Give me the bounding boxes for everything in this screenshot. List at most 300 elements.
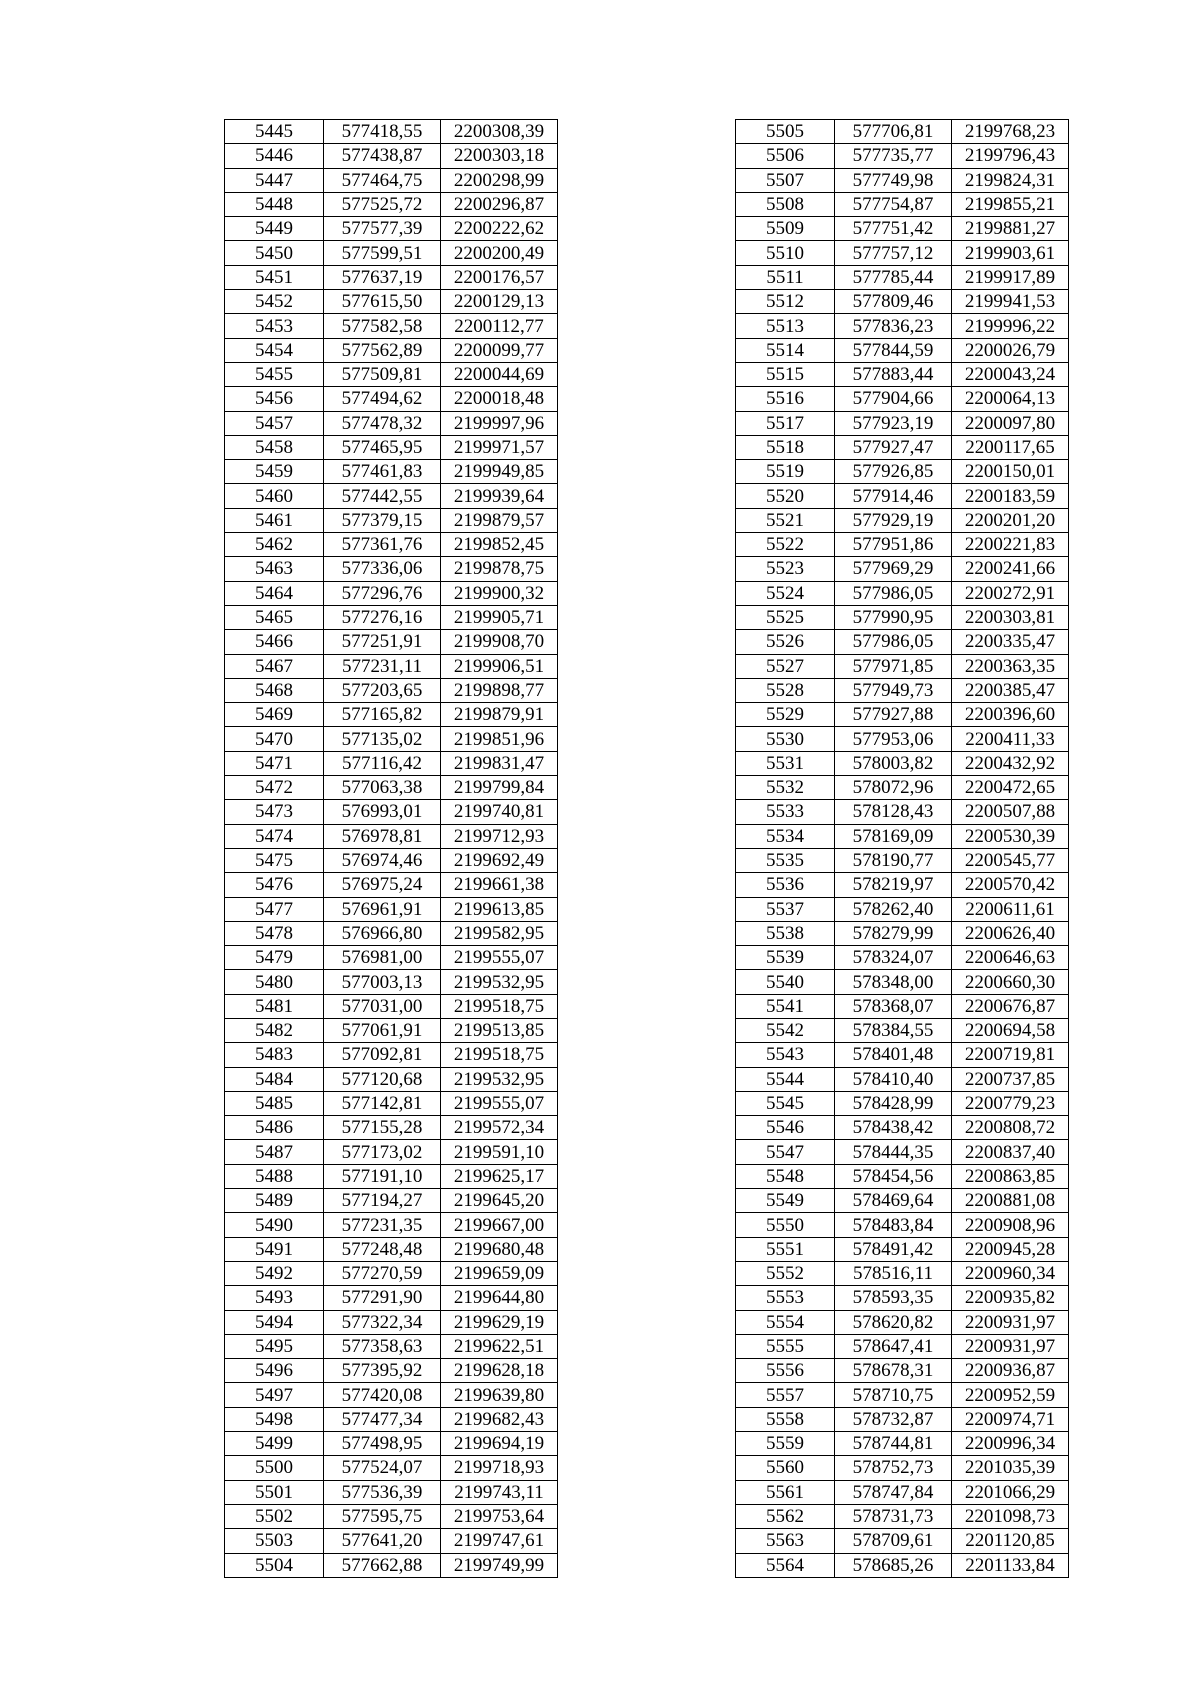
table-row — [736, 1140, 1069, 1164]
x-coordinate-cell: 577420,08 — [324, 1383, 441, 1407]
table-row — [736, 533, 1069, 557]
table-row — [225, 654, 558, 678]
point-number-cell: 5518 — [736, 435, 835, 459]
table-row — [225, 1456, 558, 1480]
x-coordinate-cell: 576961,91 — [324, 897, 441, 921]
point-number-cell: 5458 — [225, 435, 324, 459]
x-coordinate-cell: 577524,07 — [324, 1456, 441, 1480]
table-row — [736, 946, 1069, 970]
point-number-cell: 5499 — [225, 1432, 324, 1456]
point-number-cell: 5515 — [736, 362, 835, 386]
point-number-cell: 5563 — [736, 1529, 835, 1553]
table-row — [225, 460, 558, 484]
point-number-cell: 5475 — [225, 848, 324, 872]
table-row — [225, 290, 558, 314]
x-coordinate-cell: 578384,55 — [835, 1018, 952, 1042]
y-coordinate-cell: 2199591,10 — [441, 1140, 558, 1164]
y-coordinate-cell: 2199855,21 — [952, 192, 1069, 216]
x-coordinate-cell: 577203,65 — [324, 678, 441, 702]
x-coordinate-cell: 578747,84 — [835, 1480, 952, 1504]
x-coordinate-cell: 577296,76 — [324, 581, 441, 605]
table-row — [225, 533, 558, 557]
table-row — [736, 800, 1069, 824]
x-coordinate-cell: 577809,46 — [835, 290, 952, 314]
x-coordinate-cell: 578454,56 — [835, 1164, 952, 1188]
y-coordinate-cell: 2200881,08 — [952, 1189, 1069, 1213]
x-coordinate-cell: 577142,81 — [324, 1091, 441, 1115]
table-row — [225, 1432, 558, 1456]
y-coordinate-cell: 2199878,75 — [441, 557, 558, 581]
point-number-cell: 5474 — [225, 824, 324, 848]
table-row — [225, 605, 558, 629]
y-coordinate-cell: 2201035,39 — [952, 1456, 1069, 1480]
x-coordinate-cell: 577949,73 — [835, 678, 952, 702]
y-coordinate-cell: 2199831,47 — [441, 751, 558, 775]
point-number-cell: 5495 — [225, 1334, 324, 1358]
table-row — [225, 678, 558, 702]
y-coordinate-cell: 2199996,22 — [952, 314, 1069, 338]
table-row — [225, 1091, 558, 1115]
x-coordinate-cell: 577749,98 — [835, 168, 952, 192]
point-number-cell: 5519 — [736, 460, 835, 484]
table-row — [225, 314, 558, 338]
x-coordinate-cell: 578444,35 — [835, 1140, 952, 1164]
y-coordinate-cell: 2199753,64 — [441, 1504, 558, 1528]
point-number-cell: 5486 — [225, 1116, 324, 1140]
table-row — [736, 217, 1069, 241]
table-row — [225, 411, 558, 435]
y-coordinate-cell: 2200719,81 — [952, 1043, 1069, 1067]
point-number-cell: 5498 — [225, 1407, 324, 1431]
x-coordinate-cell: 578410,40 — [835, 1067, 952, 1091]
y-coordinate-cell: 2200694,58 — [952, 1018, 1069, 1042]
y-coordinate-cell: 2200112,77 — [441, 314, 558, 338]
point-number-cell: 5460 — [225, 484, 324, 508]
y-coordinate-cell: 2200808,72 — [952, 1116, 1069, 1140]
x-coordinate-cell: 578620,82 — [835, 1310, 952, 1334]
y-coordinate-cell: 2200385,47 — [952, 678, 1069, 702]
table-row — [225, 848, 558, 872]
x-coordinate-cell: 577498,95 — [324, 1432, 441, 1456]
table-row — [736, 508, 1069, 532]
point-number-cell: 5477 — [225, 897, 324, 921]
x-coordinate-cell: 577270,59 — [324, 1261, 441, 1285]
y-coordinate-cell: 2200396,60 — [952, 703, 1069, 727]
table-row — [225, 630, 558, 654]
table-row — [225, 1043, 558, 1067]
table-row — [736, 460, 1069, 484]
table-row — [225, 484, 558, 508]
y-coordinate-cell: 2200026,79 — [952, 338, 1069, 362]
point-number-cell: 5552 — [736, 1261, 835, 1285]
y-coordinate-cell: 2199667,00 — [441, 1213, 558, 1237]
point-number-cell: 5464 — [225, 581, 324, 605]
y-coordinate-cell: 2200411,33 — [952, 727, 1069, 751]
x-coordinate-cell: 577754,87 — [835, 192, 952, 216]
x-coordinate-cell: 576975,24 — [324, 873, 441, 897]
table-row — [225, 508, 558, 532]
y-coordinate-cell: 2199518,75 — [441, 994, 558, 1018]
point-number-cell: 5564 — [736, 1553, 835, 1577]
x-coordinate-cell: 578710,75 — [835, 1383, 952, 1407]
point-number-cell: 5529 — [736, 703, 835, 727]
point-number-cell: 5533 — [736, 800, 835, 824]
table-row — [736, 314, 1069, 338]
y-coordinate-cell: 2200200,49 — [441, 241, 558, 265]
table-row — [736, 1116, 1069, 1140]
y-coordinate-cell: 2200472,65 — [952, 776, 1069, 800]
point-number-cell: 5449 — [225, 217, 324, 241]
point-number-cell: 5528 — [736, 678, 835, 702]
x-coordinate-cell: 577536,39 — [324, 1480, 441, 1504]
point-number-cell: 5543 — [736, 1043, 835, 1067]
y-coordinate-cell: 2200570,42 — [952, 873, 1069, 897]
point-number-cell: 5525 — [736, 605, 835, 629]
x-coordinate-cell: 578279,99 — [835, 921, 952, 945]
y-coordinate-cell: 2200303,81 — [952, 605, 1069, 629]
x-coordinate-cell: 577194,27 — [324, 1189, 441, 1213]
table-row — [736, 1018, 1069, 1042]
y-coordinate-cell: 2199949,85 — [441, 460, 558, 484]
table-row — [736, 1456, 1069, 1480]
x-coordinate-cell: 577477,34 — [324, 1407, 441, 1431]
table-row — [736, 581, 1069, 605]
y-coordinate-cell: 2200241,66 — [952, 557, 1069, 581]
point-number-cell: 5560 — [736, 1456, 835, 1480]
point-number-cell: 5531 — [736, 751, 835, 775]
x-coordinate-cell: 577599,51 — [324, 241, 441, 265]
point-number-cell: 5537 — [736, 897, 835, 921]
point-number-cell: 5484 — [225, 1067, 324, 1091]
x-coordinate-cell: 578469,64 — [835, 1189, 952, 1213]
point-number-cell: 5511 — [736, 265, 835, 289]
x-coordinate-cell: 577582,58 — [324, 314, 441, 338]
y-coordinate-cell: 2200183,59 — [952, 484, 1069, 508]
x-coordinate-cell: 578685,26 — [835, 1553, 952, 1577]
x-coordinate-cell: 577923,19 — [835, 411, 952, 435]
y-coordinate-cell: 2199852,45 — [441, 533, 558, 557]
x-coordinate-cell: 578368,07 — [835, 994, 952, 1018]
y-coordinate-cell: 2200272,91 — [952, 581, 1069, 605]
point-number-cell: 5491 — [225, 1237, 324, 1261]
table-row — [736, 1480, 1069, 1504]
x-coordinate-cell: 577465,95 — [324, 435, 441, 459]
x-coordinate-cell: 578169,09 — [835, 824, 952, 848]
table-row — [225, 946, 558, 970]
y-coordinate-cell: 2200611,61 — [952, 897, 1069, 921]
x-coordinate-cell: 576978,81 — [324, 824, 441, 848]
x-coordinate-cell: 577173,02 — [324, 1140, 441, 1164]
y-coordinate-cell: 2199712,93 — [441, 824, 558, 848]
y-coordinate-cell: 2200996,34 — [952, 1432, 1069, 1456]
table-row — [736, 338, 1069, 362]
point-number-cell: 5453 — [225, 314, 324, 338]
y-coordinate-cell: 2200837,40 — [952, 1140, 1069, 1164]
y-coordinate-cell: 2199824,31 — [952, 168, 1069, 192]
point-number-cell: 5461 — [225, 508, 324, 532]
point-number-cell: 5457 — [225, 411, 324, 435]
table-row — [225, 751, 558, 775]
x-coordinate-cell: 577637,19 — [324, 265, 441, 289]
x-coordinate-cell: 577061,91 — [324, 1018, 441, 1042]
coordinates-table-left — [224, 119, 558, 1578]
x-coordinate-cell: 577322,34 — [324, 1310, 441, 1334]
point-number-cell: 5551 — [736, 1237, 835, 1261]
y-coordinate-cell: 2199799,84 — [441, 776, 558, 800]
x-coordinate-cell: 577735,77 — [835, 144, 952, 168]
x-coordinate-cell: 577231,35 — [324, 1213, 441, 1237]
y-coordinate-cell: 2200908,96 — [952, 1213, 1069, 1237]
table-row — [736, 1091, 1069, 1115]
x-coordinate-cell: 577595,75 — [324, 1504, 441, 1528]
point-number-cell: 5540 — [736, 970, 835, 994]
x-coordinate-cell: 576974,46 — [324, 848, 441, 872]
table-row — [736, 1553, 1069, 1577]
y-coordinate-cell: 2199906,51 — [441, 654, 558, 678]
point-number-cell: 5479 — [225, 946, 324, 970]
point-number-cell: 5501 — [225, 1480, 324, 1504]
table-row — [225, 338, 558, 362]
table-row — [736, 1504, 1069, 1528]
table-row — [736, 120, 1069, 144]
point-number-cell: 5448 — [225, 192, 324, 216]
table-row — [225, 1164, 558, 1188]
table-row — [736, 630, 1069, 654]
point-number-cell: 5467 — [225, 654, 324, 678]
y-coordinate-cell: 2199555,07 — [441, 946, 558, 970]
x-coordinate-cell: 577494,62 — [324, 387, 441, 411]
table-row — [225, 897, 558, 921]
table-row — [736, 435, 1069, 459]
y-coordinate-cell: 2200363,35 — [952, 654, 1069, 678]
y-coordinate-cell: 2199747,61 — [441, 1529, 558, 1553]
table-row — [225, 1189, 558, 1213]
y-coordinate-cell: 2199659,09 — [441, 1261, 558, 1285]
x-coordinate-cell: 577191,10 — [324, 1164, 441, 1188]
x-coordinate-cell: 577291,90 — [324, 1286, 441, 1310]
point-number-cell: 5469 — [225, 703, 324, 727]
y-coordinate-cell: 2199513,85 — [441, 1018, 558, 1042]
table-row — [736, 897, 1069, 921]
point-number-cell: 5503 — [225, 1529, 324, 1553]
y-coordinate-cell: 2199917,89 — [952, 265, 1069, 289]
table-row — [736, 192, 1069, 216]
table-row — [736, 1383, 1069, 1407]
x-coordinate-cell: 577562,89 — [324, 338, 441, 362]
x-coordinate-cell: 577248,48 — [324, 1237, 441, 1261]
point-number-cell: 5527 — [736, 654, 835, 678]
point-number-cell: 5487 — [225, 1140, 324, 1164]
x-coordinate-cell: 577120,68 — [324, 1067, 441, 1091]
x-coordinate-cell: 577914,46 — [835, 484, 952, 508]
y-coordinate-cell: 2199939,64 — [441, 484, 558, 508]
y-coordinate-cell: 2199532,95 — [441, 1067, 558, 1091]
point-number-cell: 5539 — [736, 946, 835, 970]
point-number-cell: 5466 — [225, 630, 324, 654]
x-coordinate-cell: 577662,88 — [324, 1553, 441, 1577]
x-coordinate-cell: 577836,23 — [835, 314, 952, 338]
point-number-cell: 5509 — [736, 217, 835, 241]
y-coordinate-cell: 2199851,96 — [441, 727, 558, 751]
y-coordinate-cell: 2199749,99 — [441, 1553, 558, 1577]
x-coordinate-cell: 577478,32 — [324, 411, 441, 435]
y-coordinate-cell: 2200117,65 — [952, 435, 1069, 459]
point-number-cell: 5500 — [225, 1456, 324, 1480]
table-row — [225, 970, 558, 994]
table-row — [225, 873, 558, 897]
point-number-cell: 5470 — [225, 727, 324, 751]
point-number-cell: 5494 — [225, 1310, 324, 1334]
x-coordinate-cell: 577165,82 — [324, 703, 441, 727]
y-coordinate-cell: 2199628,18 — [441, 1359, 558, 1383]
y-coordinate-cell: 2199743,11 — [441, 1480, 558, 1504]
x-coordinate-cell: 577706,81 — [835, 120, 952, 144]
table-row — [225, 120, 558, 144]
table-row — [225, 1286, 558, 1310]
point-number-cell: 5454 — [225, 338, 324, 362]
y-coordinate-cell: 2199881,27 — [952, 217, 1069, 241]
y-coordinate-cell: 2200064,13 — [952, 387, 1069, 411]
point-number-cell: 5468 — [225, 678, 324, 702]
y-coordinate-cell: 2200960,34 — [952, 1261, 1069, 1285]
y-coordinate-cell: 2199680,48 — [441, 1237, 558, 1261]
table-row — [225, 265, 558, 289]
x-coordinate-cell: 577883,44 — [835, 362, 952, 386]
table-row — [225, 1310, 558, 1334]
x-coordinate-cell: 578593,35 — [835, 1286, 952, 1310]
x-coordinate-cell: 578003,82 — [835, 751, 952, 775]
x-coordinate-cell: 577438,87 — [324, 144, 441, 168]
table-row — [736, 776, 1069, 800]
point-number-cell: 5465 — [225, 605, 324, 629]
x-coordinate-cell: 576981,00 — [324, 946, 441, 970]
y-coordinate-cell: 2199997,96 — [441, 411, 558, 435]
table-row — [736, 1164, 1069, 1188]
x-coordinate-cell: 578072,96 — [835, 776, 952, 800]
y-coordinate-cell: 2201098,73 — [952, 1504, 1069, 1528]
table-row — [736, 605, 1069, 629]
table-row — [225, 581, 558, 605]
table-row — [736, 1213, 1069, 1237]
point-number-cell: 5480 — [225, 970, 324, 994]
table-row — [736, 654, 1069, 678]
table-row — [736, 873, 1069, 897]
table-row — [225, 1504, 558, 1528]
table-row — [225, 1334, 558, 1358]
y-coordinate-cell: 2200296,87 — [441, 192, 558, 216]
y-coordinate-cell: 2200779,23 — [952, 1091, 1069, 1115]
point-number-cell: 5497 — [225, 1383, 324, 1407]
table-row — [225, 192, 558, 216]
x-coordinate-cell: 577509,81 — [324, 362, 441, 386]
table-row — [225, 1067, 558, 1091]
table-row — [736, 557, 1069, 581]
x-coordinate-cell: 577251,91 — [324, 630, 441, 654]
x-coordinate-cell: 578516,11 — [835, 1261, 952, 1285]
point-number-cell: 5510 — [736, 241, 835, 265]
x-coordinate-cell: 577986,05 — [835, 581, 952, 605]
point-number-cell: 5553 — [736, 1286, 835, 1310]
table-row — [225, 703, 558, 727]
point-number-cell: 5512 — [736, 290, 835, 314]
y-coordinate-cell: 2199622,51 — [441, 1334, 558, 1358]
y-coordinate-cell: 2200335,47 — [952, 630, 1069, 654]
x-coordinate-cell: 577971,85 — [835, 654, 952, 678]
point-number-cell: 5550 — [736, 1213, 835, 1237]
x-coordinate-cell: 577461,83 — [324, 460, 441, 484]
table-row — [225, 727, 558, 751]
point-number-cell: 5445 — [225, 120, 324, 144]
point-number-cell: 5493 — [225, 1286, 324, 1310]
x-coordinate-cell: 578678,31 — [835, 1359, 952, 1383]
table-row — [225, 435, 558, 459]
y-coordinate-cell: 2199532,95 — [441, 970, 558, 994]
point-number-cell: 5535 — [736, 848, 835, 872]
x-coordinate-cell: 577641,20 — [324, 1529, 441, 1553]
point-number-cell: 5505 — [736, 120, 835, 144]
x-coordinate-cell: 578647,41 — [835, 1334, 952, 1358]
table-row — [736, 1334, 1069, 1358]
point-number-cell: 5476 — [225, 873, 324, 897]
point-number-cell: 5483 — [225, 1043, 324, 1067]
y-coordinate-cell: 2199694,19 — [441, 1432, 558, 1456]
y-coordinate-cell: 2200097,80 — [952, 411, 1069, 435]
table-row — [225, 1383, 558, 1407]
x-coordinate-cell: 578744,81 — [835, 1432, 952, 1456]
point-number-cell: 5524 — [736, 581, 835, 605]
point-number-cell: 5555 — [736, 1334, 835, 1358]
x-coordinate-cell: 577379,15 — [324, 508, 441, 532]
x-coordinate-cell: 577116,42 — [324, 751, 441, 775]
table-row — [736, 824, 1069, 848]
y-coordinate-cell: 2199768,23 — [952, 120, 1069, 144]
point-number-cell: 5549 — [736, 1189, 835, 1213]
table-row — [736, 1432, 1069, 1456]
y-coordinate-cell: 2199639,80 — [441, 1383, 558, 1407]
table-row — [225, 921, 558, 945]
x-coordinate-cell: 577904,66 — [835, 387, 952, 411]
y-coordinate-cell: 2200626,40 — [952, 921, 1069, 945]
y-coordinate-cell: 2199879,57 — [441, 508, 558, 532]
y-coordinate-cell: 2199555,07 — [441, 1091, 558, 1115]
y-coordinate-cell: 2200931,97 — [952, 1310, 1069, 1334]
x-coordinate-cell: 577092,81 — [324, 1043, 441, 1067]
x-coordinate-cell: 578128,43 — [835, 800, 952, 824]
table-row — [225, 994, 558, 1018]
y-coordinate-cell: 2200936,87 — [952, 1359, 1069, 1383]
table-row — [225, 557, 558, 581]
x-coordinate-cell: 578709,61 — [835, 1529, 952, 1553]
point-number-cell: 5520 — [736, 484, 835, 508]
y-coordinate-cell: 2199518,75 — [441, 1043, 558, 1067]
point-number-cell: 5532 — [736, 776, 835, 800]
table-row — [225, 1480, 558, 1504]
point-number-cell: 5530 — [736, 727, 835, 751]
table-row — [736, 1359, 1069, 1383]
table-row — [225, 1261, 558, 1285]
point-number-cell: 5473 — [225, 800, 324, 824]
point-number-cell: 5482 — [225, 1018, 324, 1042]
table-row — [225, 1018, 558, 1042]
point-number-cell: 5456 — [225, 387, 324, 411]
point-number-cell: 5508 — [736, 192, 835, 216]
y-coordinate-cell: 2200018,48 — [441, 387, 558, 411]
y-coordinate-cell: 2200660,30 — [952, 970, 1069, 994]
x-coordinate-cell: 577751,42 — [835, 217, 952, 241]
y-coordinate-cell: 2199903,61 — [952, 241, 1069, 265]
point-number-cell: 5558 — [736, 1407, 835, 1431]
point-number-cell: 5514 — [736, 338, 835, 362]
